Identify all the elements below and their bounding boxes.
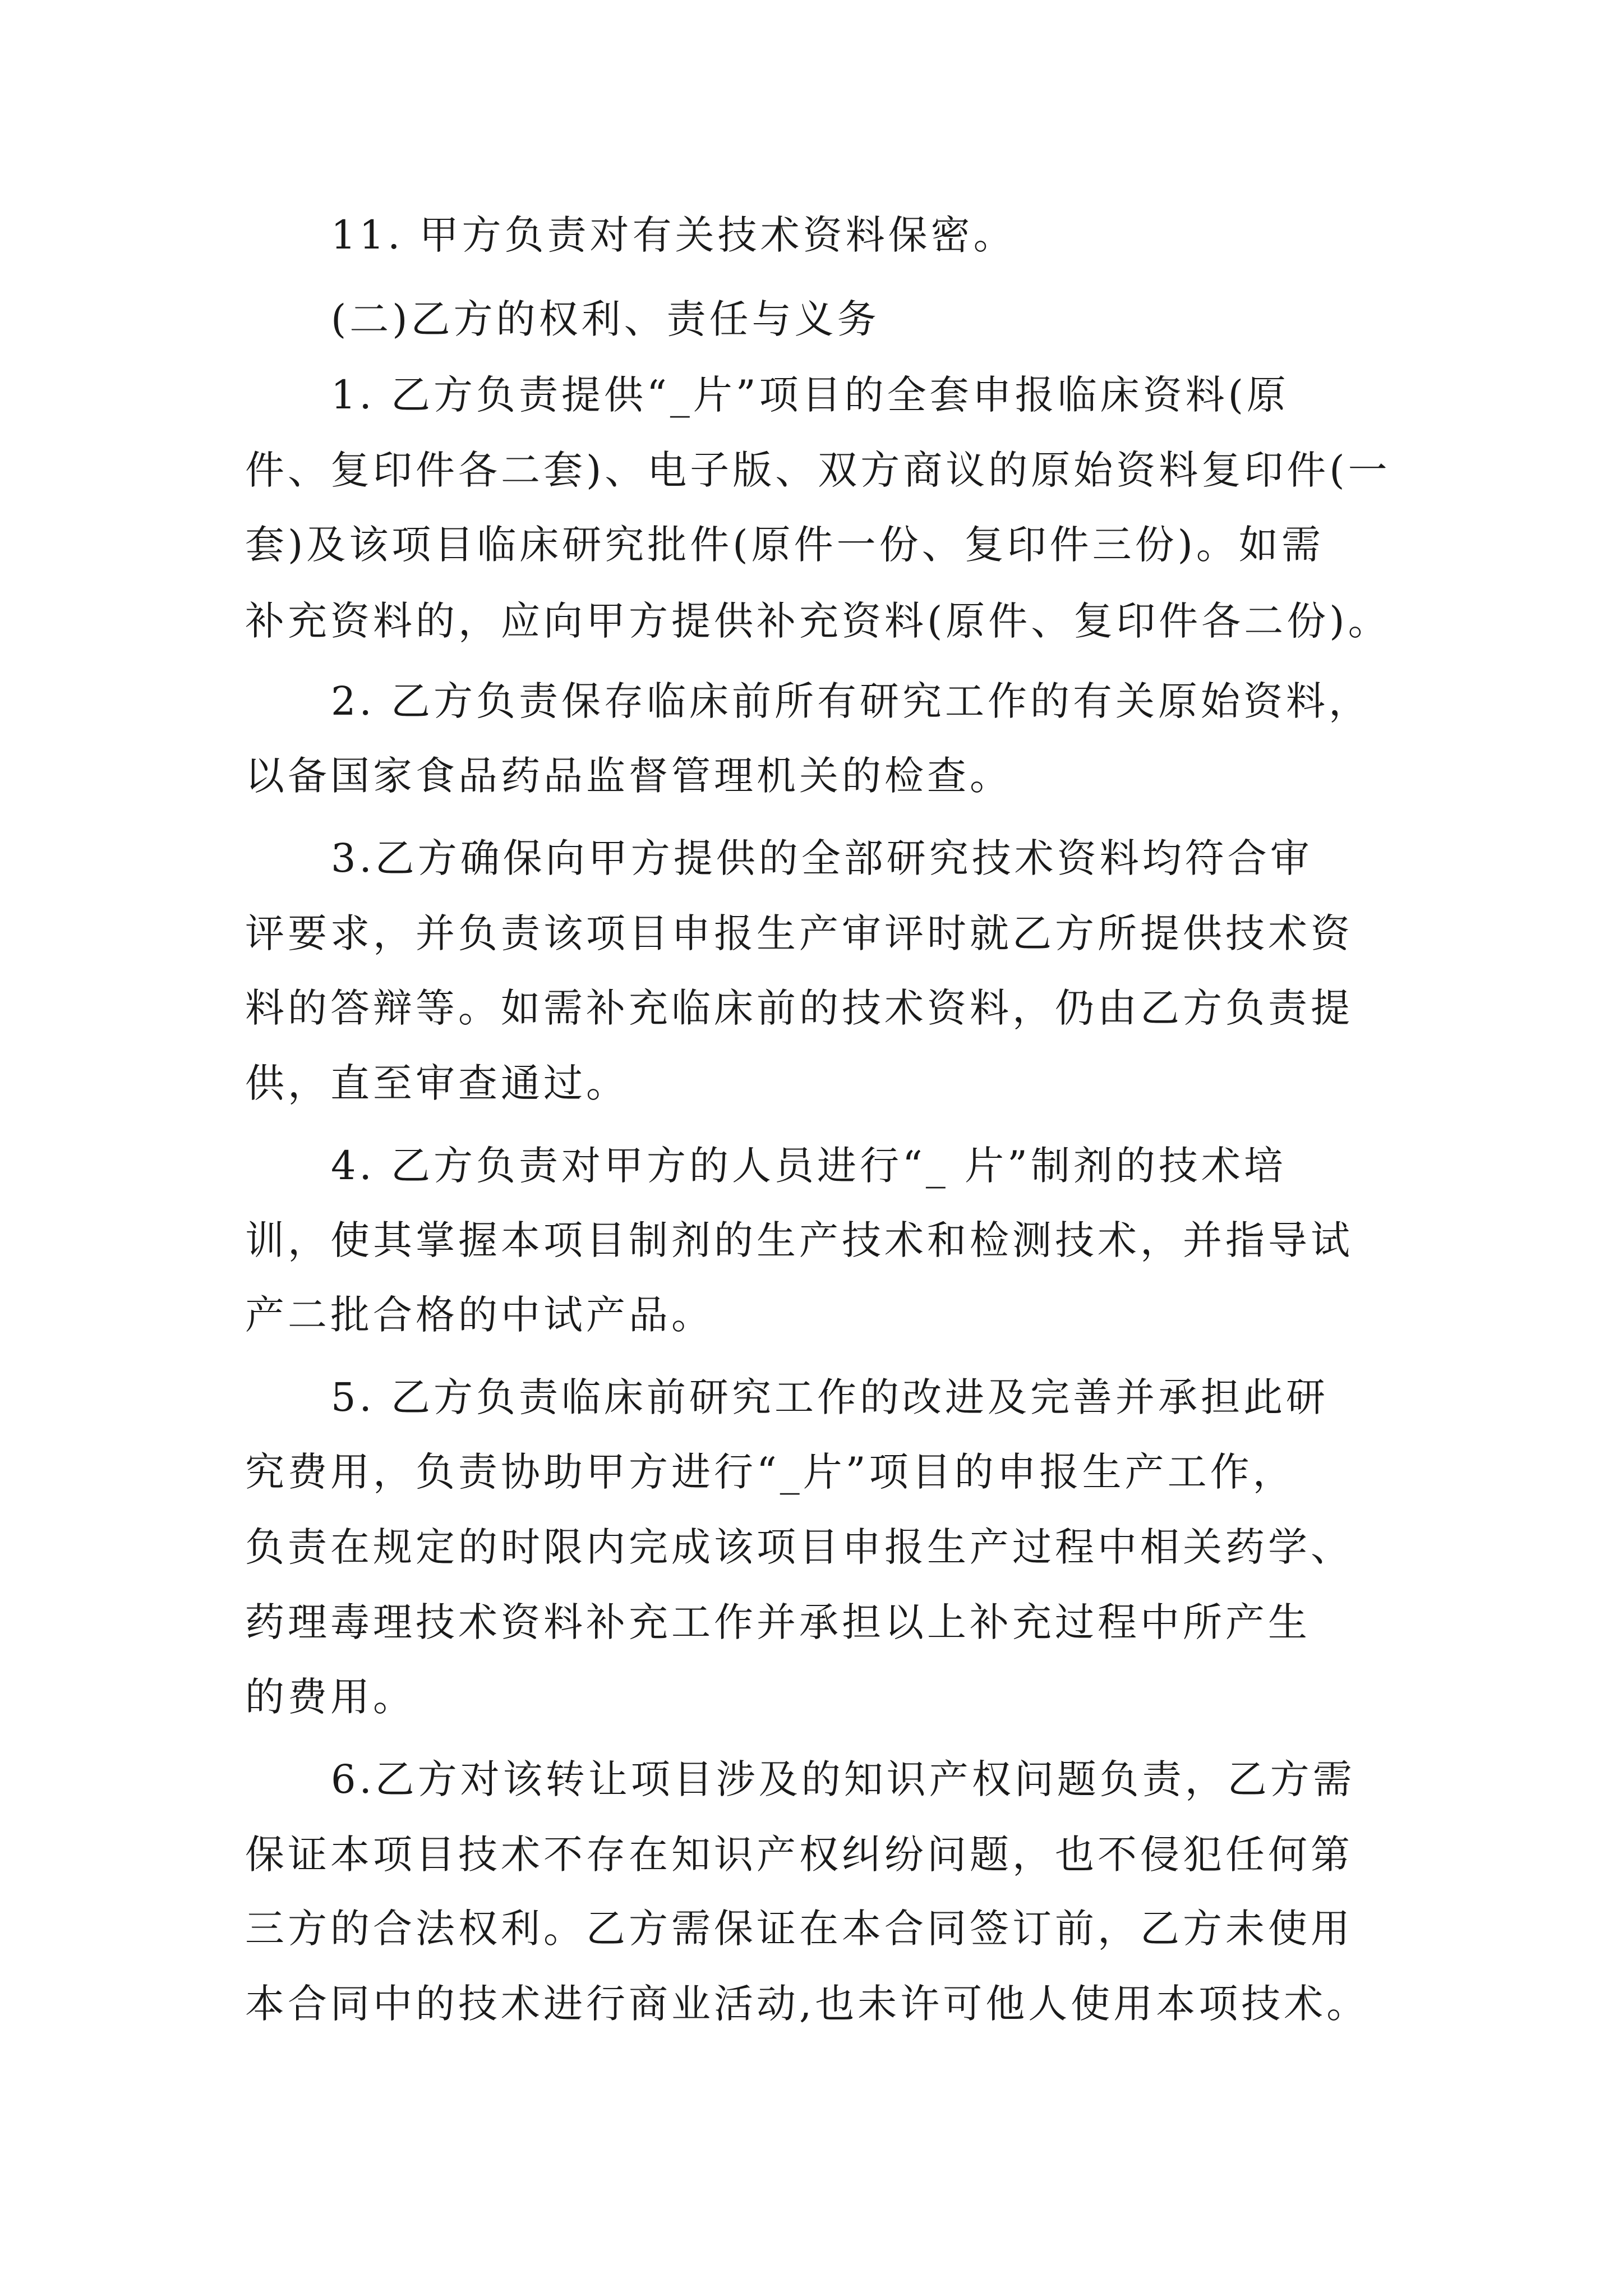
text-line: 5. 乙方负责临床前研究工作的改进及完善并承担此研 <box>331 1374 1329 1420</box>
text-line: 的费用。 <box>245 1674 416 1720</box>
text-line: 供，直至审查通过。 <box>245 1060 629 1106</box>
text-line: 评要求，并负责该项目申报生产审评时就乙方所提供技术资 <box>245 910 1353 956</box>
text-line: 产二批合格的中试产品。 <box>245 1292 714 1338</box>
text-line: 3.乙方确保向甲方提供的全部研究技术资料均符合审 <box>331 835 1313 881</box>
text-line: 药理毒理技术资料补充工作并承担以上补充过程中所产生 <box>245 1599 1311 1645</box>
text-line: 训，使其掌握本项目制剂的生产技术和检测技术，并指导试 <box>245 1217 1353 1263</box>
text-line: 以备国家食品药品监督管理机关的检查。 <box>245 753 1012 799</box>
text-line: 4. 乙方负责对甲方的人员进行“_ 片”制剂的技术培 <box>331 1143 1287 1189</box>
text-line: 本合同中的技术进行商业活动,也未许可他人使用本项技术。 <box>245 1981 1370 2027</box>
text-line: 件、复印件各二套)、电子版、双方商议的原始资料复印件(一 <box>245 447 1391 493</box>
text-line: 负责在规定的时限内完成该项目申报生产过程中相关药学、 <box>245 1524 1353 1570</box>
text-line: 套)及该项目临床研究批件(原件一份、复印件三份)。如需 <box>245 522 1324 568</box>
text-line: 1. 乙方负责提供“_片”项目的全套申报临床资料(原 <box>331 372 1289 418</box>
section-heading: (二)乙方的权利、责任与义务 <box>331 296 880 342</box>
text-line: 补充资料的，应向甲方提供补充资料(原件、复印件各二份)。 <box>245 598 1391 644</box>
text-line: 11. 甲方负责对有关技术资料保密。 <box>331 212 1016 258</box>
text-line: 究费用，负责协助甲方进行“_片”项目的申报生产工作， <box>245 1449 1295 1495</box>
text-line: 6.乙方对该转让项目涉及的知识产权问题负责，乙方需 <box>331 1756 1355 1802</box>
text-line: 2. 乙方负责保存临床前所有研究工作的有关原始资料， <box>331 678 1372 724</box>
text-line: 三方的合法权利。乙方需保证在本合同签订前，乙方未使用 <box>245 1906 1353 1952</box>
text-line: 保证本项目技术不存在知识产权纠纷问题，也不侵犯任何第 <box>245 1832 1353 1878</box>
text-line: 料的答辩等。如需补充临床前的技术资料，仍由乙方负责提 <box>245 985 1353 1031</box>
